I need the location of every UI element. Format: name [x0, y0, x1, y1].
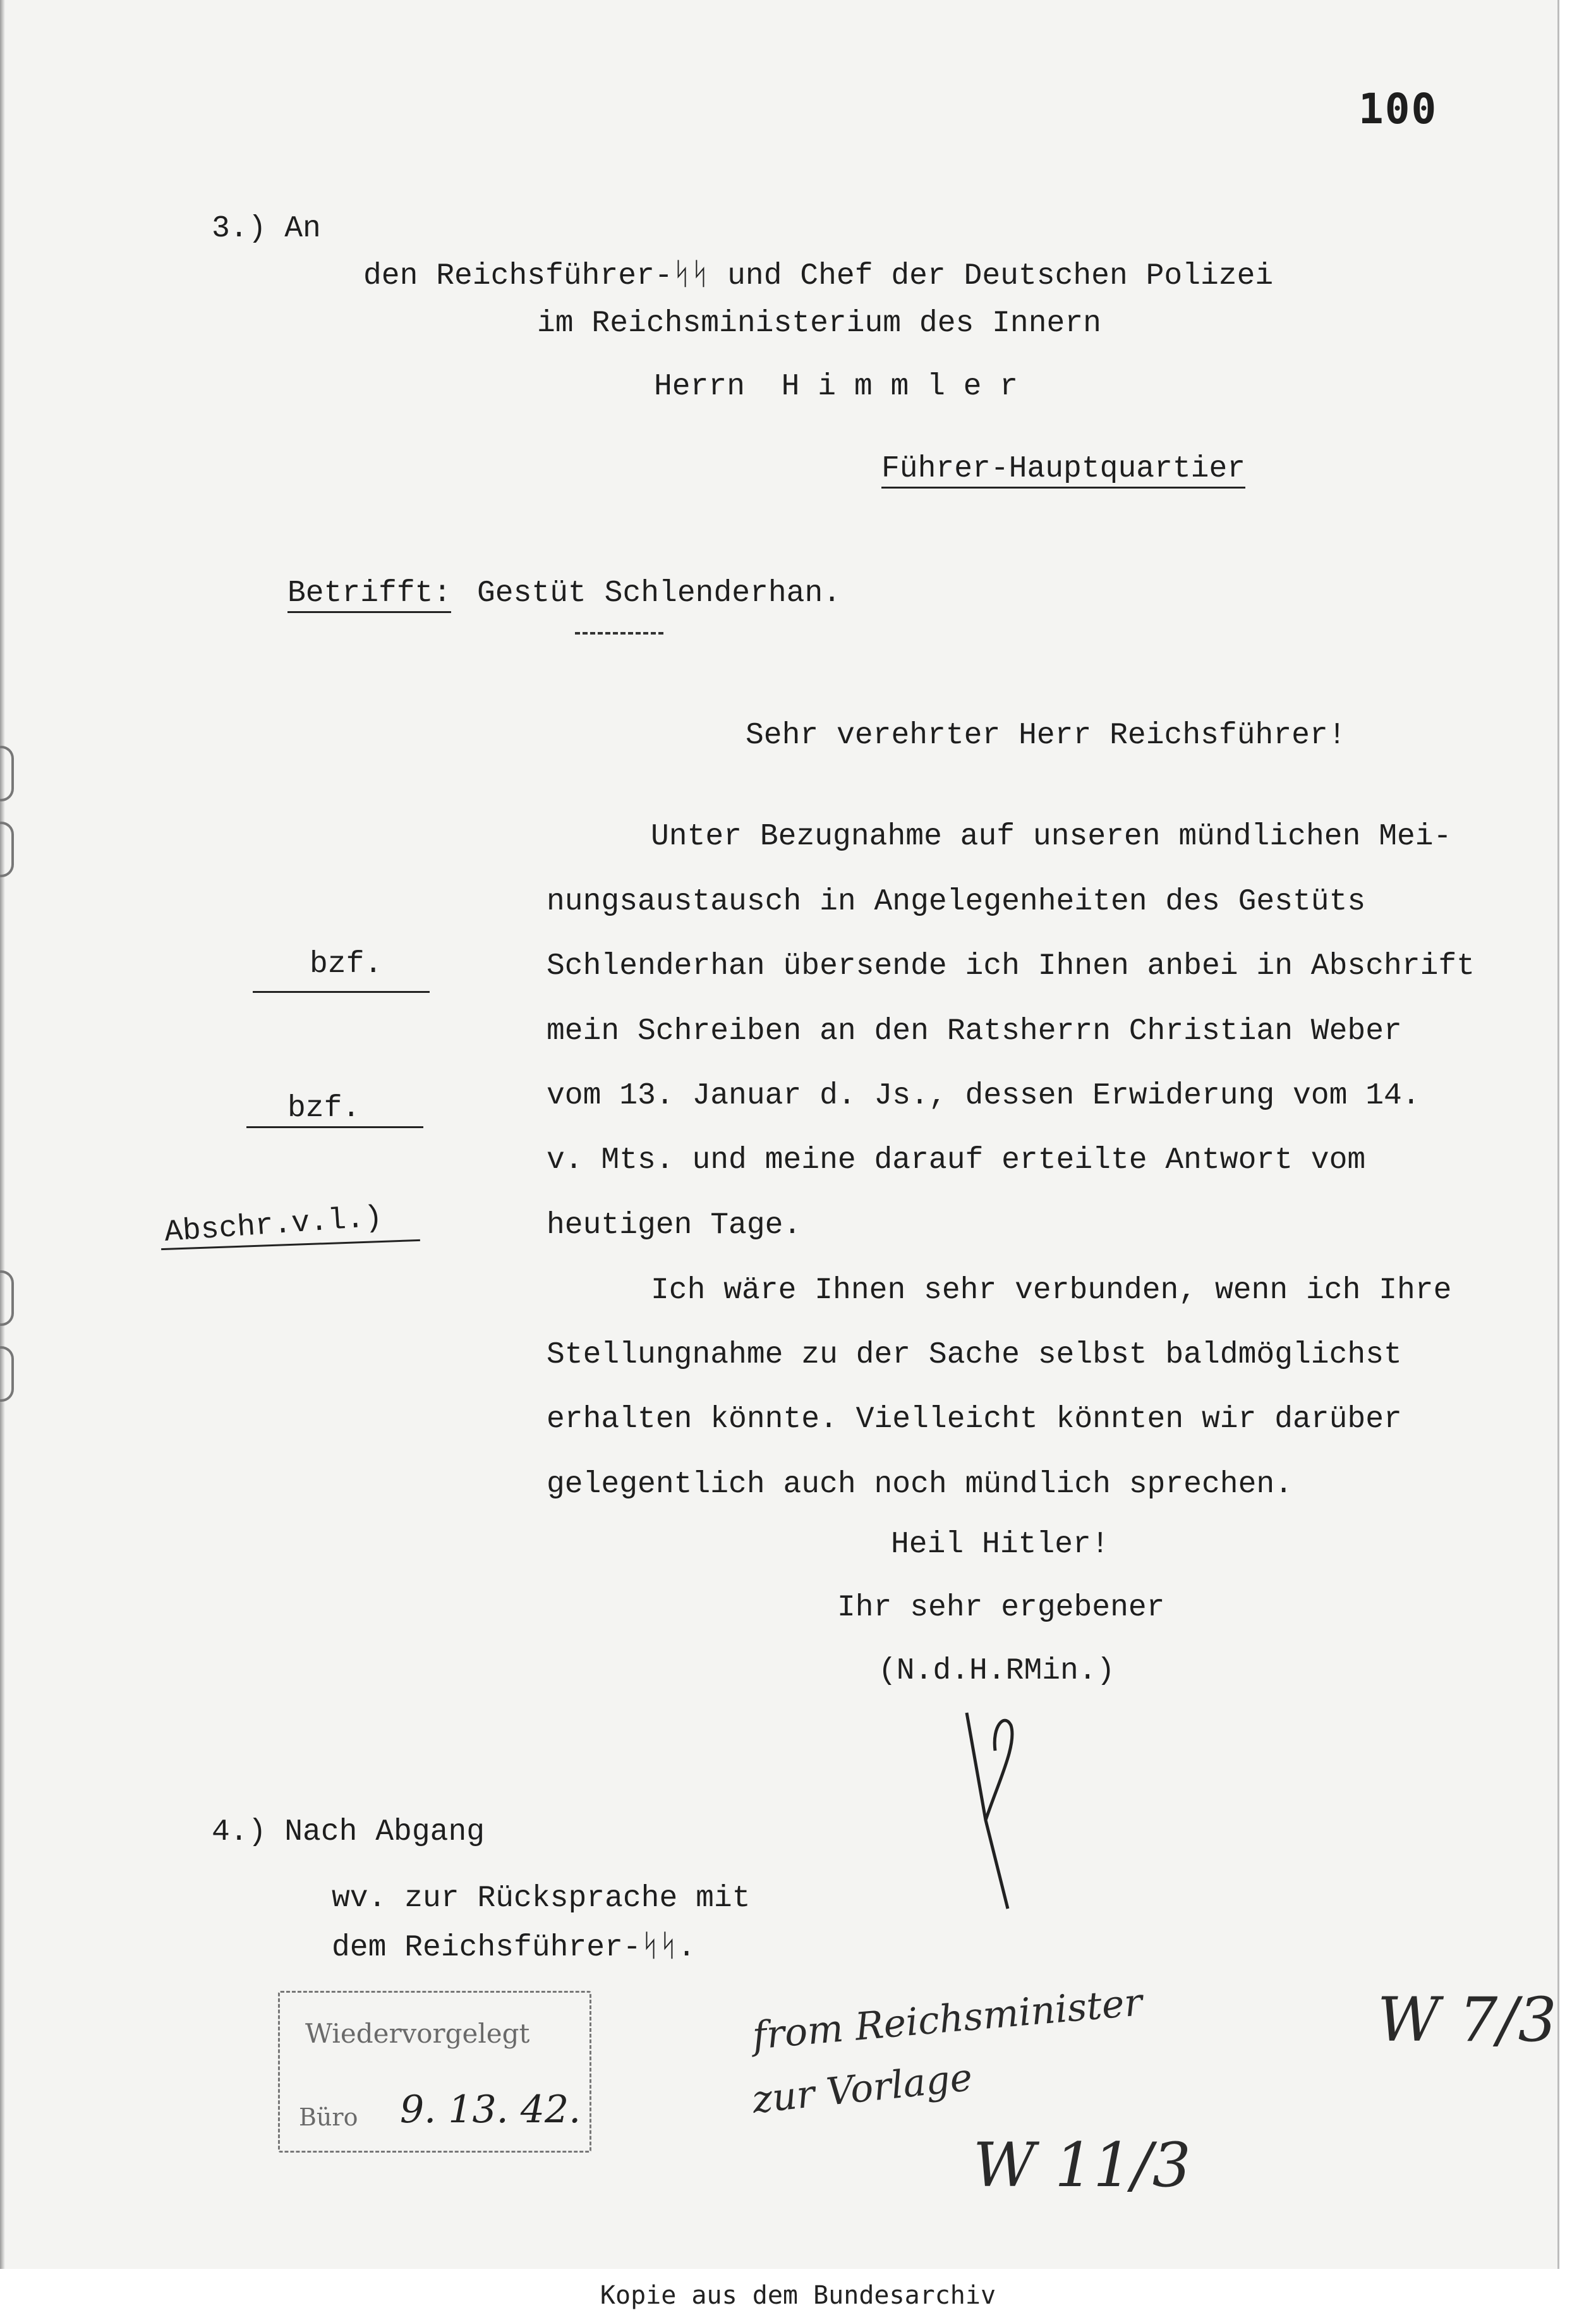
handwritten-note: from Reichsminister	[751, 1980, 1144, 2058]
recipient-line1: den Reichsführer-ᛋᛋ und Chef der Deutschen Polizei	[363, 259, 1274, 293]
body-line: Stellungnahme zu der Sache selbst baldmöglichst	[547, 1338, 1402, 1372]
item4-line1: wv. zur Rücksprache mit	[332, 1881, 751, 1916]
recipient-location: Führer-Hauptquartier	[881, 454, 1245, 489]
body-line: vom 13. Januar d. Js., dessen Erwiderung vom 14.	[547, 1079, 1420, 1113]
body-line: heutigen Tage.	[547, 1208, 802, 1243]
handwritten-initials: W 7/3	[1377, 1985, 1557, 2055]
subject-dashes	[575, 632, 663, 635]
item3-label: 3.) An	[212, 212, 321, 246]
body-line: Unter Bezugnahme auf unseren mündlichen Mei-	[651, 820, 1452, 854]
margin-note: bzf.	[287, 1091, 361, 1126]
body-line: nungsaustausch in Angelegenheiten des Gestüts	[547, 885, 1366, 919]
body-line: Ich wäre Ihnen sehr verbunden, wenn ich Ihre	[651, 1273, 1452, 1308]
salutation: Sehr verehrter Herr Reichsführer!	[746, 719, 1346, 753]
closing-greeting: Heil Hitler!	[891, 1528, 1109, 1562]
margin-note: Abschr.v.l.)	[163, 1201, 384, 1250]
recipient-line2: im Reichsministerium des Innern	[537, 307, 1101, 341]
punch-hole	[0, 822, 14, 877]
punch-hole	[0, 746, 14, 801]
handwritten-signature	[948, 1706, 1036, 1921]
stamp-title: Wiedervorgelegt	[305, 2018, 530, 2049]
margin-rule	[253, 991, 430, 993]
body-line: mein Schreiben an den Ratsherrn Christian Weber	[547, 1014, 1402, 1049]
handwritten-initials: W 11/3	[973, 2130, 1191, 2201]
closing-signatory: (N.d.H.RMin.)	[878, 1654, 1115, 1688]
body-line: Schlenderhan übersende ich Ihnen anbei in Abschrift	[547, 949, 1475, 983]
page-left-edge	[0, 0, 5, 2269]
stamp-office-label: Büro	[299, 2103, 358, 2131]
body-line: v. Mts. und meine darauf erteilte Antwort vom	[547, 1143, 1366, 1177]
item4-label: 4.) Nach Abgang	[212, 1815, 485, 1849]
subject-label: Betrifft:	[287, 578, 451, 613]
handwritten-note: zur Vorlage	[750, 2055, 975, 2123]
punch-hole	[0, 1270, 14, 1326]
recipient-line3: Herrn H i m m l e r	[654, 370, 1019, 404]
margin-note: bzf.	[310, 947, 383, 982]
punch-hole	[0, 1346, 14, 1402]
item4-line2: dem Reichsführer-ᛋᛋ.	[332, 1931, 696, 1965]
margin-rule	[246, 1126, 423, 1128]
page-number: 100	[1358, 85, 1438, 133]
stamp-date: 9. 13. 42.	[400, 2088, 581, 2132]
body-line: erhalten könnte. Vielleicht könnten wir darüber	[547, 1402, 1402, 1437]
archive-footer: Kopie aus dem Bundesarchiv	[0, 2269, 1596, 2322]
received-stamp	[278, 1991, 591, 2153]
subject-text: Gestüt Schlenderhan.	[477, 576, 842, 611]
closing-regards: Ihr sehr ergebener	[837, 1591, 1165, 1625]
body-line: gelegentlich auch noch mündlich sprechen.	[547, 1468, 1293, 1502]
